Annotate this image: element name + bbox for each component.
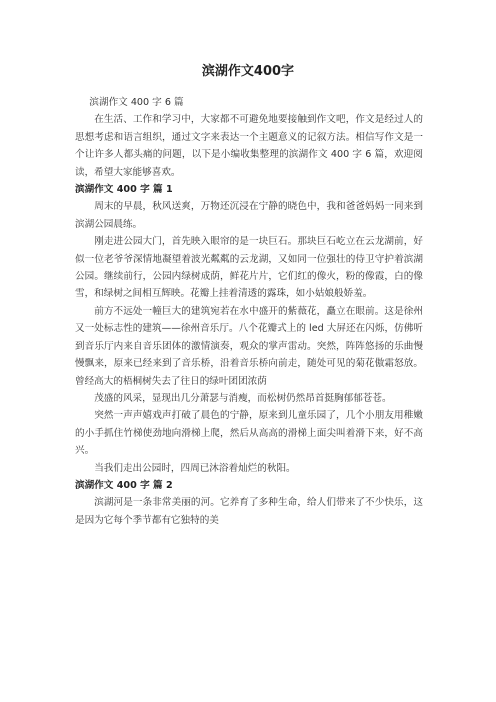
paragraph: 滨湖河是一条非常美丽的河。它养育了多种生命，给人们带来了不少快乐，这是因为它每个季节都有它独特的美 (75, 497, 423, 526)
paragraph: 周末的早晨，秋风送爽，万物还沉浸在宁静的晓色中，我和爸爸妈妈一同来到滨湖公园晨练。 (75, 201, 423, 230)
paragraph: 茂盛的风采，显现出几分萧瑟与消瘦，而松树仍然昂首挺胸郁郁苍苍。 (94, 392, 392, 404)
essay-section-2 (75, 477, 423, 529)
paragraph: 刚走进公园大门，首先映入眼帘的是一块巨石。那块巨石屹立在云龙湖前，好似一位老爷爷深情地凝望着波光粼粼的云龙湖，又如同一位强壮的侍卫守护着滨湖公园。继续前行，公园内绿树成荫，鲜花片片，它们红的像火，粉的像霞，白的像雪，和绿树之间相互辉映。花瓣上挂着清透的露珠，如小姑娘般娇羞。 (75, 236, 423, 300)
document-title: 滨湖作文400字 (201, 64, 295, 79)
intro-paragraph: 在生活、工作和学习中，大家都不可避免地要接触到作文吧，作文是经过人的思想考虑和语言组织，通过文字来表达一个主题意义的记叙方法。相信写作文是一个让许多人都头痛的问题，以下是小编收集整理的滨湖作文 400 字 6 篇，欢迎阅读，希望大家能够喜欢。 (75, 114, 423, 178)
essay-section-1 (75, 181, 423, 477)
section-heading: 滨湖作文 400 字 篇 1 (75, 184, 173, 196)
document-body (75, 94, 423, 529)
paragraph: 突然一声声嬉戏声打破了晨色的宁静，原来到儿童乐园了，几个小朋友用稚嫩的小手抓住竹梯使劲地向滑梯上爬，然后从高高的滑梯上面尖叫着滑下来，好不高兴。 (75, 410, 423, 457)
paragraph: 当我们走出公园时，四周已沐浴着灿烂的秋阳。 (94, 462, 296, 474)
document-subtitle: 滨湖作文 400 字 6 篇 (89, 97, 184, 108)
section-heading: 滨湖作文 400 字 篇 2 (75, 479, 173, 491)
paragraph: 前方不远处一幢巨大的建筑宛若在水中盛开的紫薇花，矗立在眼前。这是徐州又一处标志性的建筑——徐州音乐厅。八个花瓣式上的 led 大屏还在闪烁，仿佛听到音乐厅内来自音乐团体的激情演奏，观众的掌声雷动。突然，阵阵悠扬的乐曲慢慢飘来，原来已经来到了音乐桥，沿着音乐桥向前走，随处可见的菊花傲霜怒放。曾经高大的梧桐树失去了往日的绿叶团团浓荫 (75, 305, 423, 387)
